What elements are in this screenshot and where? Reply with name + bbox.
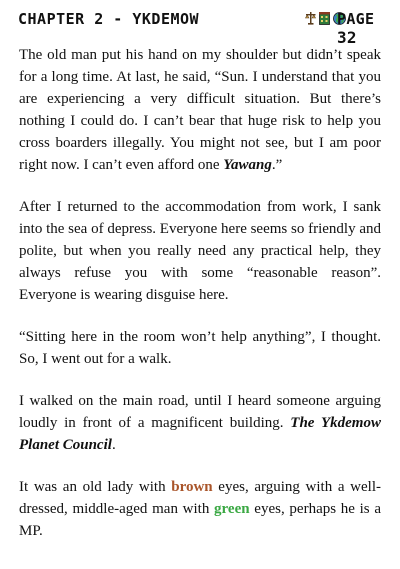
paragraph-5-b: eyes, arguing with a well-dressed, middle-aged man with (19, 479, 381, 517)
page-label: PAGE (337, 10, 375, 28)
paragraph-2: After I returned to the accommodation from work, I sank into the sea of depress. Everyone here seems so friendly and polite, but when you really need any practical help, they always refuse you with some “reasonable reason”. Everyone is wearing disguise here. (19, 199, 381, 303)
paragraph-1-end: .” (271, 157, 283, 173)
chapter-title: CHAPTER 2 - YKDEMOW (18, 10, 200, 28)
paragraph-5-a: It was an old lady with (19, 479, 172, 495)
scales-icon (305, 11, 316, 25)
building-icon (319, 11, 330, 25)
paragraph-4-end: . (111, 437, 116, 453)
paragraph-5 (19, 476, 381, 542)
paragraph-3: “Sitting here in the room won’t help anything”, I thought. So, I went out for a walk. (19, 329, 381, 367)
council-name: The Ykdemow Planet Council (19, 415, 381, 453)
brown-word: brown (171, 479, 213, 495)
green-word: green (214, 501, 250, 517)
paragraph-1-text: The old man put his hand on my shoulder but didn’t speak for a long time. At last, he said, “Sun. I understand that you are experiencing a very difficult situation. But there’s nothing I could do. I can’t bear that huge risk to help you cross boarders illegally. You might not see, but I am poor right now. I can’t even afford one (19, 47, 381, 173)
paragraph-4-text: I walked on the main road, until I heard someone arguing loudly in front of a magnificent building. (19, 393, 381, 431)
page-number (337, 10, 400, 47)
page-header (0, 0, 400, 47)
page-body (19, 44, 381, 562)
page-number-value: 32 (337, 28, 357, 47)
yawang-term: Yawang (223, 157, 272, 173)
paragraph-1 (19, 44, 381, 176)
paragraph-5-c: eyes, perhaps he is a MP. (19, 501, 382, 539)
paragraph-4 (19, 390, 381, 456)
